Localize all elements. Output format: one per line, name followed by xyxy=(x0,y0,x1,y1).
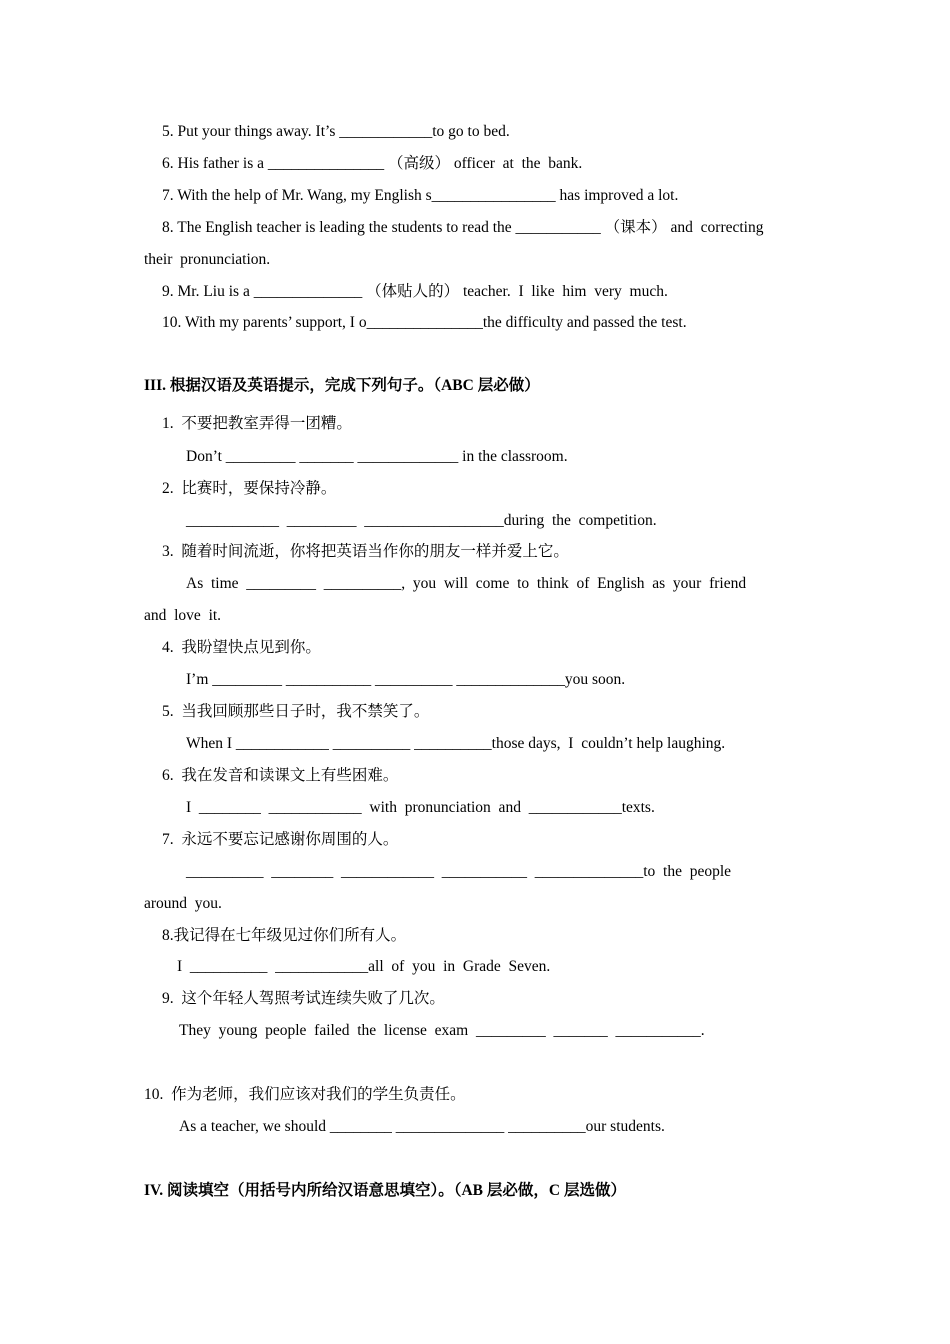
exercise-item-8: 8. The English teacher is leading the students to read the ___________ （课本） and correcting xyxy=(162,219,764,236)
exercise-item-8-continued: their pronunciation. xyxy=(144,251,271,268)
translation-1-chinese: 1. 不要把教室弄得一团糟。 xyxy=(162,415,352,432)
section-3-heading: III. 根据汉语及英语提示，完成下列句子。（ABC 层必做） xyxy=(144,377,540,394)
exercise-item-7: 7. With the help of Mr. Wang, my English s________________ has improved a lot. xyxy=(162,187,679,204)
translation-6-chinese: 6. 我在发音和读课文上有些困难。 xyxy=(162,767,399,784)
translation-8-chinese: 8.我记得在七年级见过你们所有人。 xyxy=(162,927,407,944)
exercise-item-10: 10. With my parents’ support, I o_______________the difficulty and passed the test. xyxy=(162,314,687,331)
exercise-item-5: 5. Put your things away. It’s ____________to go to bed. xyxy=(162,123,510,140)
section-4-heading: IV. 阅读填空（用括号内所给汉语意思填空）。（AB 层必做，C 层选做） xyxy=(144,1182,626,1199)
translation-7-chinese: 7. 永远不要忘记感谢你周围的人。 xyxy=(162,831,399,848)
translation-10-chinese: 10. 作为老师，我们应该对我们的学生负责任。 xyxy=(144,1086,466,1103)
exercise-item-6: 6. His father is a _______________ （高级） officer at the bank. xyxy=(162,155,583,172)
translation-2-english: ____________ _________ __________________during the competition. xyxy=(186,512,657,529)
translation-3-english: As time _________ __________, you will come to think of English as your friend xyxy=(186,575,747,592)
translation-9-english: They young people failed the license exam _________ _______ ___________. xyxy=(179,1022,705,1039)
translation-5-english: When I ____________ __________ __________those days, I couldn’t help laughing. xyxy=(186,735,726,752)
translation-6-english: I ________ ____________ with pronunciation and ____________texts. xyxy=(186,799,655,816)
translation-8-english: I __________ ____________all of you in Grade Seven. xyxy=(177,958,551,975)
translation-3-english-continued: and love it. xyxy=(144,607,222,624)
translation-7-english-continued: around you. xyxy=(144,895,222,912)
translation-2-chinese: 2. 比赛时，要保持冷静。 xyxy=(162,480,337,497)
exercise-item-9: 9. Mr. Liu is a ______________ （体贴人的） teacher. I like him very much. xyxy=(162,283,668,300)
translation-7-english: __________ ________ ____________ ___________ ______________to the people xyxy=(186,863,732,880)
translation-4-english: I’m _________ ___________ __________ ______________you soon. xyxy=(186,671,626,688)
translation-10-english: As a teacher, we should ________ ______________ __________our students. xyxy=(179,1118,665,1135)
translation-9-chinese: 9. 这个年轻人驾照考试连续失败了几次。 xyxy=(162,990,445,1007)
translation-5-chinese: 5. 当我回顾那些日子时，我不禁笑了。 xyxy=(162,703,430,720)
translation-1-english: Don’t _________ _______ _____________ in the classroom. xyxy=(186,448,568,465)
translation-4-chinese: 4. 我盼望快点见到你。 xyxy=(162,639,321,656)
translation-3-chinese: 3. 随着时间流逝，你将把英语当作你的朋友一样并爱上它。 xyxy=(162,543,569,560)
